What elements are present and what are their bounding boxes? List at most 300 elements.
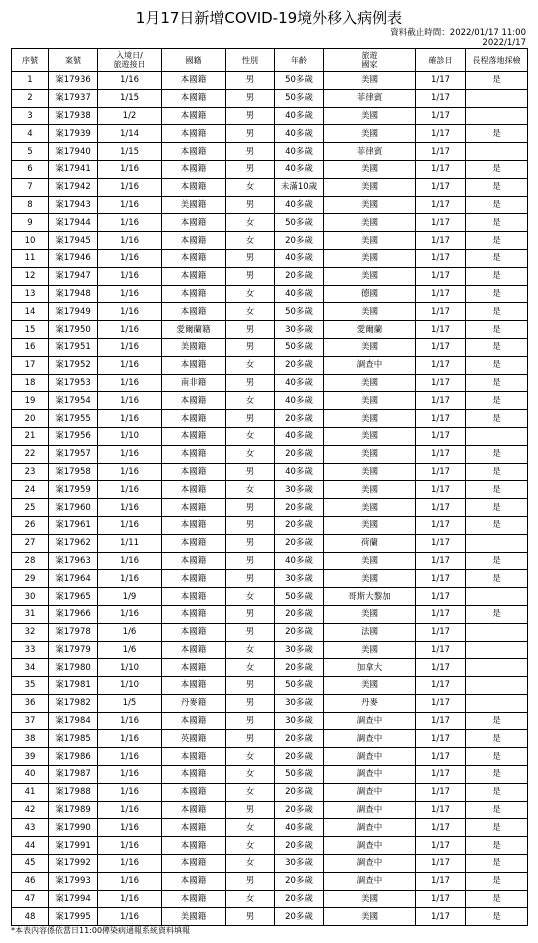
cell-sex: 男 <box>226 321 275 339</box>
cell-age: 40多歲 <box>275 196 324 214</box>
cell-confirm-date: 1/17 <box>416 427 466 445</box>
cell-confirm-date: 1/17 <box>416 178 466 196</box>
cell-landing-test: 是 <box>466 819 528 837</box>
cell-landing-test: 是 <box>466 872 528 890</box>
cell-case-id: 案17979 <box>49 641 98 659</box>
cell-confirm-date: 1/17 <box>416 712 466 730</box>
cell-age: 50多歲 <box>275 766 324 784</box>
cell-travel-country: 美國 <box>324 178 416 196</box>
table-row <box>12 872 528 890</box>
cell-sex: 男 <box>226 143 275 161</box>
cell-serial: 39 <box>12 748 49 766</box>
cell-nationality: 本國籍 <box>162 588 226 606</box>
cell-entry-date: 1/16 <box>98 178 162 196</box>
cell-confirm-date: 1/17 <box>416 249 466 267</box>
cell-sex: 男 <box>226 552 275 570</box>
cell-age: 40多歲 <box>275 552 324 570</box>
table-row <box>12 303 528 321</box>
cell-entry-date: 1/16 <box>98 481 162 499</box>
cell-case-id: 案17987 <box>49 766 98 784</box>
cell-confirm-date: 1/17 <box>416 570 466 588</box>
cell-landing-test: 是 <box>466 837 528 855</box>
cell-nationality: 本國籍 <box>162 249 226 267</box>
cell-entry-date: 1/16 <box>98 730 162 748</box>
cell-age: 20多歲 <box>275 730 324 748</box>
cell-sex: 女 <box>226 303 275 321</box>
cell-landing-test: 是 <box>466 214 528 232</box>
cell-confirm-date: 1/17 <box>416 285 466 303</box>
cell-serial: 43 <box>12 819 49 837</box>
cell-landing-test <box>466 677 528 695</box>
table-row <box>12 249 528 267</box>
cell-landing-test: 是 <box>466 374 528 392</box>
cell-travel-country: 美國 <box>324 107 416 125</box>
cell-landing-test: 是 <box>466 890 528 908</box>
cell-age: 40多歲 <box>275 463 324 481</box>
cell-landing-test: 是 <box>466 125 528 143</box>
cell-age: 20多歲 <box>275 516 324 534</box>
cell-age: 20多歲 <box>275 748 324 766</box>
cell-confirm-date: 1/17 <box>416 214 466 232</box>
cell-landing-test: 是 <box>466 552 528 570</box>
cell-age: 40多歲 <box>275 160 324 178</box>
cell-case-id: 案17940 <box>49 143 98 161</box>
cell-case-id: 案17981 <box>49 677 98 695</box>
cell-nationality: 本國籍 <box>162 855 226 873</box>
cell-nationality: 本國籍 <box>162 392 226 410</box>
cell-travel-country: 美國 <box>324 427 416 445</box>
cell-travel-country: 美國 <box>324 72 416 90</box>
cell-age: 40多歲 <box>275 374 324 392</box>
cell-entry-date: 1/15 <box>98 143 162 161</box>
cell-entry-date: 1/10 <box>98 427 162 445</box>
cell-travel-country: 美國 <box>324 570 416 588</box>
cell-travel-country: 調查中 <box>324 819 416 837</box>
cell-serial: 1 <box>12 72 49 90</box>
cell-confirm-date: 1/17 <box>416 125 466 143</box>
cell-nationality: 本國籍 <box>162 570 226 588</box>
cell-age: 20多歲 <box>275 232 324 250</box>
cell-serial: 31 <box>12 605 49 623</box>
cell-sex: 女 <box>226 356 275 374</box>
cell-landing-test: 是 <box>466 445 528 463</box>
cell-entry-date: 1/16 <box>98 499 162 517</box>
table-row <box>12 72 528 90</box>
cell-sex: 男 <box>226 249 275 267</box>
cell-entry-date: 1/10 <box>98 677 162 695</box>
cell-landing-test: 是 <box>466 285 528 303</box>
col-age-header: 年齡 <box>275 49 324 72</box>
cell-landing-test <box>466 659 528 677</box>
cell-sex: 女 <box>226 855 275 873</box>
cell-nationality: 本國籍 <box>162 445 226 463</box>
cell-nationality: 本國籍 <box>162 463 226 481</box>
cell-age: 20多歲 <box>275 890 324 908</box>
cell-serial: 22 <box>12 445 49 463</box>
cell-sex: 男 <box>226 712 275 730</box>
cell-serial: 10 <box>12 232 49 250</box>
cell-serial: 34 <box>12 659 49 677</box>
cell-age: 40多歲 <box>275 427 324 445</box>
cell-travel-country: 美國 <box>324 499 416 517</box>
cell-confirm-date: 1/17 <box>416 499 466 517</box>
cell-age: 50多歲 <box>275 89 324 107</box>
cell-nationality: 本國籍 <box>162 160 226 178</box>
cell-confirm-date: 1/17 <box>416 392 466 410</box>
cell-serial: 20 <box>12 410 49 428</box>
table-row <box>12 107 528 125</box>
cell-sex: 男 <box>226 125 275 143</box>
table-row <box>12 321 528 339</box>
cell-nationality: 本國籍 <box>162 766 226 784</box>
cell-confirm-date: 1/17 <box>416 872 466 890</box>
cell-confirm-date: 1/17 <box>416 855 466 873</box>
cell-age: 30多歲 <box>275 570 324 588</box>
cell-travel-country: 調查中 <box>324 730 416 748</box>
cell-serial: 37 <box>12 712 49 730</box>
cell-confirm-date: 1/17 <box>416 72 466 90</box>
cell-nationality: 本國籍 <box>162 356 226 374</box>
table-row <box>12 908 528 926</box>
cell-serial: 23 <box>12 463 49 481</box>
imported-cases-table <box>11 48 528 926</box>
cell-landing-test: 是 <box>466 303 528 321</box>
cell-age: 30多歲 <box>275 481 324 499</box>
cell-confirm-date: 1/17 <box>416 623 466 641</box>
cell-entry-date: 1/16 <box>98 605 162 623</box>
cell-entry-date: 1/16 <box>98 249 162 267</box>
table-row <box>12 855 528 873</box>
cell-travel-country: 調查中 <box>324 712 416 730</box>
cell-entry-date: 1/16 <box>98 267 162 285</box>
cell-sex: 女 <box>226 214 275 232</box>
cell-entry-date: 1/16 <box>98 445 162 463</box>
cell-entry-date: 1/16 <box>98 303 162 321</box>
cell-entry-date: 1/14 <box>98 125 162 143</box>
cell-confirm-date: 1/17 <box>416 321 466 339</box>
cell-travel-country: 荷蘭 <box>324 534 416 552</box>
cell-entry-date: 1/16 <box>98 748 162 766</box>
table-row <box>12 89 528 107</box>
cell-serial: 7 <box>12 178 49 196</box>
cell-case-id: 案17989 <box>49 801 98 819</box>
cell-age: 20多歲 <box>275 356 324 374</box>
cell-case-id: 案17963 <box>49 552 98 570</box>
cell-serial: 19 <box>12 392 49 410</box>
cell-sex: 女 <box>226 783 275 801</box>
cell-sex: 女 <box>226 445 275 463</box>
table-row <box>12 552 528 570</box>
cell-age: 未滿10歲 <box>275 178 324 196</box>
cell-travel-country: 美國 <box>324 445 416 463</box>
cell-nationality: 英國籍 <box>162 730 226 748</box>
cell-case-id: 案17990 <box>49 819 98 837</box>
cell-landing-test <box>466 623 528 641</box>
cell-nationality: 本國籍 <box>162 819 226 837</box>
cell-entry-date: 1/16 <box>98 214 162 232</box>
report-date: 2022/1/17 <box>482 38 526 48</box>
table-row <box>12 890 528 908</box>
cell-entry-date: 1/16 <box>98 285 162 303</box>
cell-nationality: 本國籍 <box>162 72 226 90</box>
cell-entry-date: 1/2 <box>98 107 162 125</box>
cell-serial: 27 <box>12 534 49 552</box>
cell-case-id: 案17980 <box>49 659 98 677</box>
cell-confirm-date: 1/17 <box>416 338 466 356</box>
cell-sex: 男 <box>226 410 275 428</box>
cell-sex: 男 <box>226 463 275 481</box>
cell-case-id: 案17949 <box>49 303 98 321</box>
table-row <box>12 641 528 659</box>
cell-nationality: 本國籍 <box>162 499 226 517</box>
table-row <box>12 232 528 250</box>
cell-sex: 女 <box>226 178 275 196</box>
cell-age: 40多歲 <box>275 285 324 303</box>
cell-landing-test <box>466 534 528 552</box>
cell-entry-date: 1/16 <box>98 410 162 428</box>
cell-confirm-date: 1/17 <box>416 819 466 837</box>
cell-sex: 女 <box>226 588 275 606</box>
cell-case-id: 案17953 <box>49 374 98 392</box>
cell-landing-test <box>466 107 528 125</box>
cell-confirm-date: 1/17 <box>416 552 466 570</box>
cell-confirm-date: 1/17 <box>416 232 466 250</box>
cell-entry-date: 1/6 <box>98 641 162 659</box>
cell-confirm-date: 1/17 <box>416 196 466 214</box>
col-landing-test-header: 長程落地採檢 <box>466 49 528 72</box>
cell-confirm-date: 1/17 <box>416 890 466 908</box>
cell-age: 20多歲 <box>275 872 324 890</box>
table-row <box>12 178 528 196</box>
cell-sex: 女 <box>226 392 275 410</box>
cell-entry-date: 1/16 <box>98 321 162 339</box>
cell-travel-country: 美國 <box>324 249 416 267</box>
cell-entry-date: 1/16 <box>98 356 162 374</box>
cell-nationality: 本國籍 <box>162 516 226 534</box>
cell-sex: 男 <box>226 730 275 748</box>
cell-age: 50多歲 <box>275 72 324 90</box>
table-row <box>12 427 528 445</box>
cell-sex: 女 <box>226 659 275 677</box>
cell-sex: 女 <box>226 285 275 303</box>
cell-confirm-date: 1/17 <box>416 801 466 819</box>
table-row <box>12 196 528 214</box>
cell-sex: 男 <box>226 677 275 695</box>
cell-case-id: 案17994 <box>49 890 98 908</box>
cell-case-id: 案17995 <box>49 908 98 926</box>
cell-entry-date: 1/11 <box>98 534 162 552</box>
cell-case-id: 案17964 <box>49 570 98 588</box>
cell-confirm-date: 1/17 <box>416 267 466 285</box>
cell-landing-test: 是 <box>466 783 528 801</box>
cell-serial: 44 <box>12 837 49 855</box>
cell-sex: 女 <box>226 427 275 445</box>
cell-case-id: 案17962 <box>49 534 98 552</box>
cell-nationality: 本國籍 <box>162 605 226 623</box>
cell-travel-country: 加拿大 <box>324 659 416 677</box>
cell-confirm-date: 1/17 <box>416 588 466 606</box>
cell-case-id: 案17954 <box>49 392 98 410</box>
cell-confirm-date: 1/17 <box>416 694 466 712</box>
cell-travel-country: 美國 <box>324 232 416 250</box>
cell-nationality: 本國籍 <box>162 267 226 285</box>
data-cutoff-time: 資料截止時間：2022/01/17 11:00 <box>390 28 526 38</box>
cell-landing-test: 是 <box>466 801 528 819</box>
cell-nationality: 本國籍 <box>162 552 226 570</box>
cell-landing-test <box>466 89 528 107</box>
cell-nationality: 本國籍 <box>162 89 226 107</box>
cell-case-id: 案17939 <box>49 125 98 143</box>
cell-case-id: 案17965 <box>49 588 98 606</box>
table-row <box>12 730 528 748</box>
cell-serial: 3 <box>12 107 49 125</box>
cell-landing-test: 是 <box>466 72 528 90</box>
cell-age: 40多歲 <box>275 392 324 410</box>
cell-serial: 45 <box>12 855 49 873</box>
cell-serial: 33 <box>12 641 49 659</box>
cell-landing-test: 是 <box>466 605 528 623</box>
cell-case-id: 案17937 <box>49 89 98 107</box>
cell-case-id: 案17938 <box>49 107 98 125</box>
table-row <box>12 356 528 374</box>
cell-nationality: 本國籍 <box>162 481 226 499</box>
cell-landing-test <box>466 143 528 161</box>
table-row <box>12 392 528 410</box>
cell-age: 20多歲 <box>275 908 324 926</box>
cell-entry-date: 1/16 <box>98 552 162 570</box>
cell-travel-country: 美國 <box>324 410 416 428</box>
cell-nationality: 本國籍 <box>162 285 226 303</box>
cell-serial: 25 <box>12 499 49 517</box>
cell-entry-date: 1/16 <box>98 232 162 250</box>
cell-confirm-date: 1/17 <box>416 516 466 534</box>
cell-age: 30多歲 <box>275 855 324 873</box>
cell-age: 50多歲 <box>275 588 324 606</box>
cell-nationality: 本國籍 <box>162 427 226 445</box>
cell-confirm-date: 1/17 <box>416 605 466 623</box>
page-title: 1月17日新增COVID-19境外移入病例表 <box>135 9 403 27</box>
cell-serial: 41 <box>12 783 49 801</box>
cell-landing-test: 是 <box>466 321 528 339</box>
table-header-row <box>12 49 528 72</box>
table-row <box>12 374 528 392</box>
cell-travel-country: 調查中 <box>324 872 416 890</box>
cell-sex: 男 <box>226 72 275 90</box>
cell-nationality: 本國籍 <box>162 712 226 730</box>
cell-nationality: 美國籍 <box>162 196 226 214</box>
cell-travel-country: 調查中 <box>324 748 416 766</box>
cell-confirm-date: 1/17 <box>416 659 466 677</box>
cell-confirm-date: 1/17 <box>416 783 466 801</box>
cell-case-id: 案17946 <box>49 249 98 267</box>
cell-age: 40多歲 <box>275 819 324 837</box>
cell-entry-date: 1/16 <box>98 872 162 890</box>
cell-age: 30多歲 <box>275 321 324 339</box>
cell-age: 20多歲 <box>275 410 324 428</box>
cell-case-id: 案17985 <box>49 730 98 748</box>
table-row <box>12 481 528 499</box>
cell-confirm-date: 1/17 <box>416 356 466 374</box>
cell-age: 50多歲 <box>275 338 324 356</box>
cell-age: 30多歲 <box>275 694 324 712</box>
cell-entry-date: 1/16 <box>98 196 162 214</box>
cell-landing-test: 是 <box>466 748 528 766</box>
cell-case-id: 案17988 <box>49 783 98 801</box>
cell-sex: 男 <box>226 338 275 356</box>
cell-entry-date: 1/16 <box>98 890 162 908</box>
cell-travel-country: 調查中 <box>324 783 416 801</box>
table-body <box>12 72 528 926</box>
table-row <box>12 694 528 712</box>
table-row <box>12 463 528 481</box>
cell-age: 20多歲 <box>275 605 324 623</box>
cell-age: 40多歲 <box>275 107 324 125</box>
cell-entry-date: 1/16 <box>98 374 162 392</box>
cell-sex: 女 <box>226 232 275 250</box>
cell-serial: 29 <box>12 570 49 588</box>
cell-travel-country: 美國 <box>324 214 416 232</box>
cell-serial: 21 <box>12 427 49 445</box>
cell-sex: 男 <box>226 694 275 712</box>
cell-case-id: 案17978 <box>49 623 98 641</box>
cell-case-id: 案17961 <box>49 516 98 534</box>
cell-nationality: 本國籍 <box>162 659 226 677</box>
table-row <box>12 516 528 534</box>
cell-confirm-date: 1/17 <box>416 89 466 107</box>
cell-travel-country: 美國 <box>324 641 416 659</box>
cell-travel-country: 美國 <box>324 516 416 534</box>
cell-sex: 女 <box>226 837 275 855</box>
cell-entry-date: 1/16 <box>98 766 162 784</box>
cell-sex: 男 <box>226 499 275 517</box>
cell-confirm-date: 1/17 <box>416 766 466 784</box>
cell-age: 20多歲 <box>275 534 324 552</box>
cell-travel-country: 菲律賓 <box>324 143 416 161</box>
cell-travel-country: 美國 <box>324 481 416 499</box>
cell-nationality: 愛爾蘭籍 <box>162 321 226 339</box>
cell-case-id: 案17960 <box>49 499 98 517</box>
cell-age: 50多歲 <box>275 677 324 695</box>
table-row <box>12 214 528 232</box>
cell-landing-test: 是 <box>466 712 528 730</box>
cell-travel-country: 美國 <box>324 303 416 321</box>
cell-entry-date: 1/16 <box>98 908 162 926</box>
cell-landing-test: 是 <box>466 463 528 481</box>
cell-nationality: 本國籍 <box>162 232 226 250</box>
cell-confirm-date: 1/17 <box>416 730 466 748</box>
cell-travel-country: 調查中 <box>324 837 416 855</box>
cell-nationality: 本國籍 <box>162 178 226 196</box>
cell-sex: 男 <box>226 107 275 125</box>
cell-entry-date: 1/10 <box>98 659 162 677</box>
cell-nationality: 南非籍 <box>162 374 226 392</box>
cell-age: 20多歲 <box>275 801 324 819</box>
cell-landing-test <box>466 694 528 712</box>
table-row <box>12 659 528 677</box>
cell-sex: 男 <box>226 89 275 107</box>
cell-sex: 男 <box>226 872 275 890</box>
cell-sex: 男 <box>226 267 275 285</box>
cell-case-id: 案17945 <box>49 232 98 250</box>
col-case-header: 案號 <box>49 49 98 72</box>
cell-serial: 48 <box>12 908 49 926</box>
cell-entry-date: 1/16 <box>98 855 162 873</box>
cell-nationality: 本國籍 <box>162 303 226 321</box>
table-row <box>12 677 528 695</box>
cell-sex: 女 <box>226 481 275 499</box>
cell-confirm-date: 1/17 <box>416 641 466 659</box>
cell-age: 40多歲 <box>275 143 324 161</box>
